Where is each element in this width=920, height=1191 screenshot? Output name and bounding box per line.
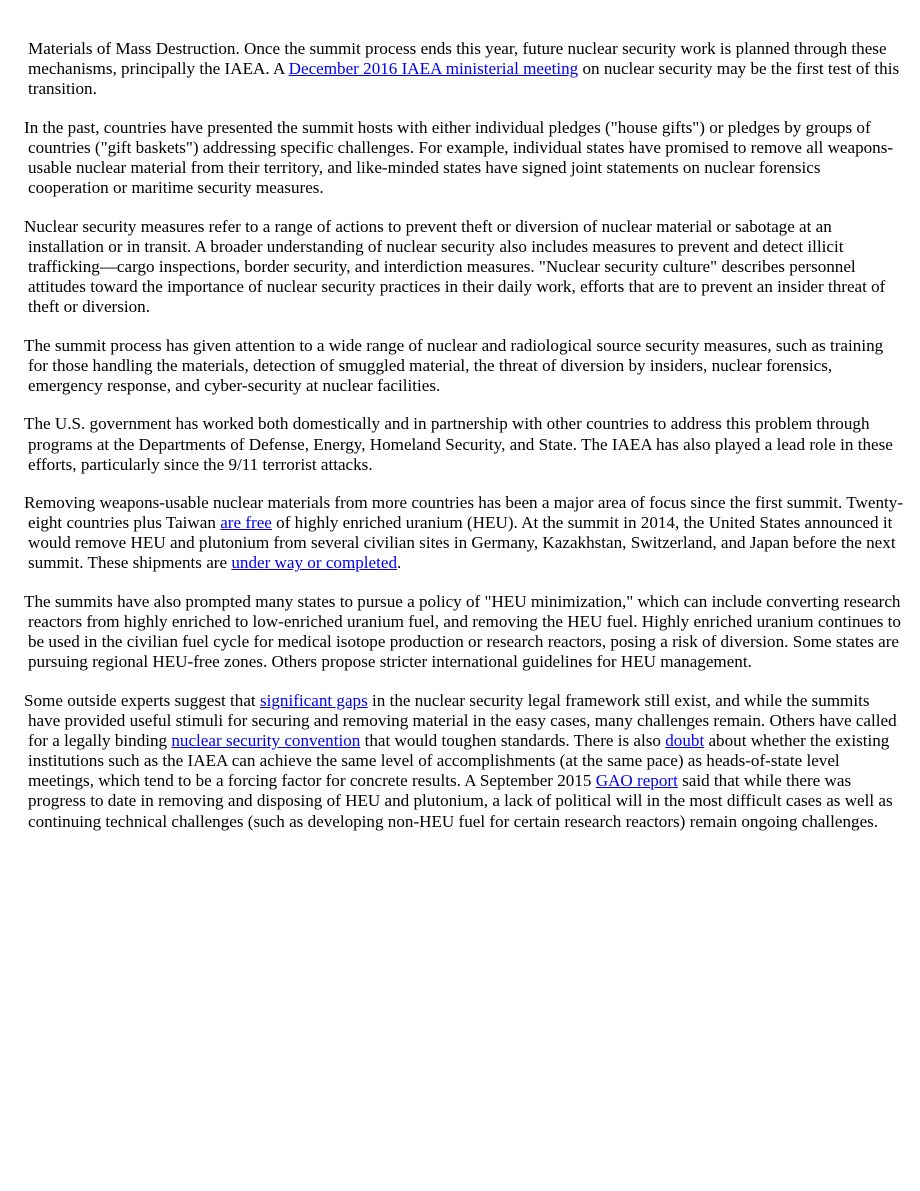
inline-link[interactable]: December 2016 IAEA ministerial meeting	[288, 59, 579, 79]
inline-link[interactable]: under way or completed	[231, 553, 398, 573]
paragraph	[24, 39, 904, 99]
paragraph-text: Materials of Mass Destruction. Once the summit process ends this year, future nuclear security work is planned through these mechanisms, principally the IAEA. A	[28, 39, 887, 79]
paragraph-text: of highly enriched uranium (HEU). At the summit in 2014, the United States announced it would remove HEU and plutonium from several civilian sites in Germany, Kazakhstan, Switzerland, and Japan before the next summit. These shipments are	[28, 513, 896, 573]
paragraph-text: .	[397, 553, 402, 573]
paragraph-text: Some outside experts suggest that	[24, 690, 260, 710]
paragraph-text: The U.S. government has worked both domestically and in partnership with other countries to address this problem through programs at the Departments of Defense, Energy, Homeland Security, and State. The IAEA has also played a lead role in these efforts, particularly since the 9/11 terrorist attacks.	[24, 414, 893, 474]
paragraph	[24, 493, 904, 573]
paragraph-text: The summits have also prompted many states to pursue a policy of "HEU minimization," which can include converting research reactors from highly enriched to low-enriched uranium fuel, and removing the HEU fuel. Highly enriched uranium continues to be used in the civilian fuel cycle for medical isotope production or research reactors, posing a risk of diversion. Some states are pursuing regional HEU-free zones. Others propose stricter international guidelines for HEU management.	[24, 592, 901, 672]
inline-link[interactable]: significant gaps	[259, 690, 368, 710]
document-body	[24, 39, 904, 850]
paragraph	[24, 592, 904, 672]
inline-link[interactable]: doubt	[665, 731, 705, 751]
paragraph	[24, 691, 904, 832]
inline-link[interactable]: GAO report	[595, 771, 678, 791]
paragraph-text: Nuclear security measures refer to a range of actions to prevent theft or diversion of nuclear material or sabotage at an installation or in transit. A broader understanding of nuclear security also includes measures to prevent and detect illicit trafficking—cargo inspections, border security, and interdiction measures. "Nuclear security culture" describes personnel attitudes toward the importance of nuclear security practices in their daily work, efforts that are to prevent an insider threat of theft or diversion.	[24, 216, 886, 317]
paragraph-text: about whether the existing institutions such as the IAEA can achieve the same level of accomplishments (at the same pace) as heads-of-state level meetings, which tend to be a forcing factor for concrete results. A September 2015	[28, 731, 890, 791]
paragraph	[24, 217, 904, 317]
inline-link[interactable]: nuclear security convention	[171, 731, 361, 751]
paragraph-text: on nuclear security may be the first test of this transition.	[28, 59, 900, 99]
paragraph-text: In the past, countries have presented the summit hosts with either individual pledges ("house gifts") or pledges by groups of countries ("gift baskets") addressing specific challenges. For example, individual states have promised to remove all weapons-usable nuclear material from their territory, and like-minded states have signed joint statements on nuclear forensics cooperation or maritime security measures.	[24, 117, 894, 198]
paragraph-text: The summit process has given attention to a wide range of nuclear and radiological source security measures, such as training for those handling the materials, detection of smuggled material, the threat of diversion by insiders, nuclear forensics, emergency response, and cyber-security at nuclear facilities.	[24, 335, 884, 395]
paragraph-text: Removing weapons-usable nuclear materials from more countries has been a major area of focus since the first summit. Twenty-eight countries plus Taiwan	[24, 493, 904, 533]
paragraph-text: said that while there was progress to date in removing and disposing of HEU and plutonium, a lack of political will in the most difficult cases as well as continuing technical challenges (such as developing non-HEU fuel for certain research reactors) remain ongoing challenges.	[28, 771, 893, 831]
inline-link[interactable]: are free	[220, 513, 272, 533]
paragraph-text: in the nuclear security legal framework still exist, and while the summits have provided useful stimuli for securing and removing material in the easy cases, many challenges remain. Others have called for a legally binding	[28, 690, 897, 751]
paragraph-text: that would toughen standards. There is also	[360, 731, 666, 751]
paragraph	[24, 414, 904, 474]
paragraph	[24, 336, 904, 396]
paragraph	[24, 118, 904, 198]
